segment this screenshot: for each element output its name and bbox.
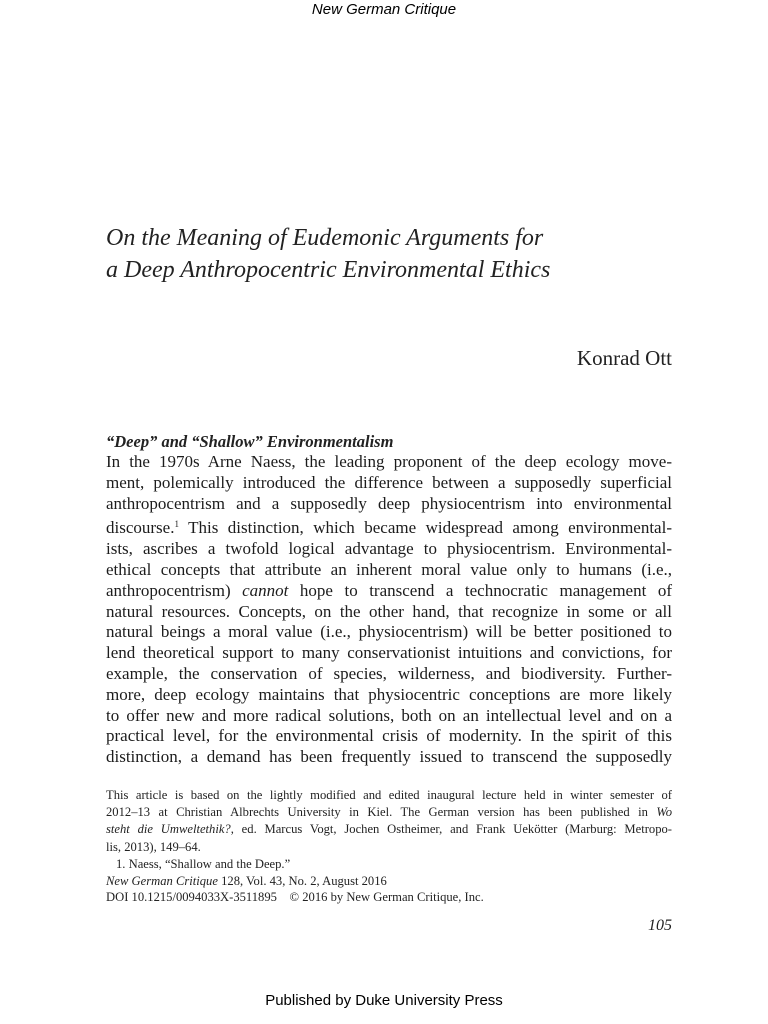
- footnote-1: 1. Naess, “Shallow and the Deep.”: [116, 856, 291, 871]
- article-title: [106, 222, 686, 286]
- citation-doi[interactable]: DOI 10.1215/0094033X-3511895: [106, 889, 277, 904]
- footnotes: [106, 787, 672, 873]
- book-title: steht die Umweltethik?: [106, 822, 231, 837]
- body-line: natural resources. Concepts, on the other hand, that recognize in some or all: [106, 601, 672, 621]
- page-number: 105: [648, 917, 672, 934]
- body-line: example, the conservation of species, wilderness, and biodiversity. Further-: [106, 663, 672, 683]
- body-line: anthropocentrism and a supposedly deep physiocentrism into environmental: [106, 493, 672, 513]
- footnote-segment: 2012–13 at Christian Albrechts University in Kiel. The German version has been published in: [106, 805, 657, 820]
- body-line: [106, 581, 672, 602]
- footnote-reference[interactable]: 1: [174, 519, 179, 530]
- citation-copyright: © 2016 by New German Critique, Inc.: [289, 889, 484, 904]
- author-name: Konrad Ott: [576, 346, 672, 370]
- citation-block: [106, 874, 672, 905]
- footnote-segment: , ed. Marcus Vogt, Jochen Ostheimer, and Frank Uekötter (Marburg: Metropo-: [230, 822, 672, 837]
- publisher-footer: Published by Duke University Press: [265, 992, 503, 1009]
- citation-doi-line: [106, 890, 672, 906]
- footnote-line: lis, 2013), 149–64.: [106, 839, 201, 854]
- body-line: practical level, for the environmental crisis of modernity. In the spirit of this: [106, 726, 672, 746]
- emphasis: cannot: [242, 580, 289, 600]
- body-line: to offer new and more radical solutions, both on an intellectual level and on a: [106, 705, 672, 725]
- citation-issue: 128, Vol. 43, No. 2, August 2016: [217, 874, 387, 888]
- title-line-2: a Deep Anthropocentric Environmental Ethics: [106, 257, 551, 283]
- body-line: ment, polemically introduced the difference between a supposedly superficial: [106, 472, 672, 492]
- body-line: In the 1970s Arne Naess, the leading proponent of the deep ecology move-: [106, 452, 672, 471]
- footnote-line: [106, 821, 672, 838]
- body-text-segment: This distinction, which became widespread among environmental-: [178, 518, 672, 538]
- footnote-line: [106, 804, 672, 821]
- body-line: distinction, a demand has been frequently issued to transcend the supposedly: [106, 747, 672, 767]
- body-line: more, deep ecology maintains that physiocentric conceptions are more likely: [106, 684, 672, 704]
- running-header: New German Critique: [311, 1, 457, 18]
- body-line: ethical concepts that attribute an inherent moral value only to humans (i.e.,: [106, 559, 672, 579]
- body-line: [106, 514, 672, 539]
- body-line: natural beings a moral value (i.e., physiocentrism) will be better positioned to: [106, 622, 672, 642]
- citation-journal: New German Critique: [106, 874, 218, 888]
- footnote-line: This article is based on the lightly modified and edited inaugural lecture held in winter semester of: [106, 788, 672, 802]
- title-line-1: On the Meaning of Eudemonic Arguments for: [106, 225, 544, 251]
- book-title: Wo: [656, 805, 672, 820]
- body-line: lend theoretical support to many conservationist intuitions and convictions, for: [106, 643, 672, 663]
- body-text-segment: hope to transcend a technocratic management of: [288, 580, 672, 600]
- body-paragraph: [106, 452, 672, 768]
- body-text-segment: anthropocentrism): [106, 580, 243, 600]
- section-heading: “Deep” and “Shallow” Environmentalism: [106, 432, 394, 451]
- body-line: ists, ascribes a twofold logical advantage to physiocentrism. Environmental-: [106, 539, 672, 559]
- body-text-segment: discourse.: [106, 518, 175, 538]
- citation-journal-line: [106, 874, 672, 890]
